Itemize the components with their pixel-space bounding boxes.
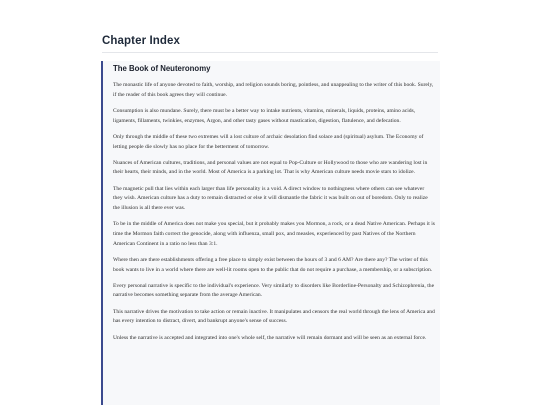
paragraph: Only through the middle of these two extremes will a lost culture of archaic desolation find solace and (spiritual) asylum. The Economy of letting people die slowly has no place for the betterment of tomorrow.	[113, 133, 424, 150]
heading-divider	[102, 52, 438, 53]
paragraph: Consumption is also mundane. Surely, there must be a better way to intake nutrients, vitamins, minerals, liquids, proteins, amino acids, ligaments, fillaments, twinkies, enzymes, Argon, and other tasty gases without mastication, digestion, flatulence, and defecation.	[113, 107, 416, 124]
book-title: The Book of Neuteronomy	[113, 64, 211, 73]
chapter-index-heading: Chapter Index	[102, 35, 180, 47]
book-body	[113, 81, 435, 350]
paragraph: Nuances of American cultures, traditions, and personal values are not equal to Pop-Culture or Hollywood to those who are wandering lost in their hearts, their minds, and in the world. Most of America is a parking lot. That is why American culture needs movie stars to idolize.	[113, 159, 428, 176]
paragraph: Every personal narrative is specific to the individual's experience. Very similarly to disorders like Borderline-Personalty and Schizophrenia, the narrative becomes something separate from the average American.	[113, 282, 435, 299]
paragraph: Where then are there establishments offering a free place to simply exist between the hours of 3 and 6 AM? Are there any? The writer of this book wants to live in a world where there are well-lit rooms open to the public that do not require a purchase, a membership, or a subscription.	[113, 256, 433, 273]
paragraph: The monastic life of anyone devoted to faith, worship, and religion sounds boring, pointless, and unappealing to the writer of this book. Surely, if the reader of this book agrees they will continue.	[113, 82, 434, 98]
book-section	[101, 61, 440, 405]
paragraph: This narrative drives the motivation to take action or remain inactive. It manipulates and censors the real world through the lens of America and has every intention to distract, divert, and bankrupt anyone's sense of success.	[113, 308, 435, 325]
paragraph: To be in the middle of America does not make you special, but it probably makes you Mormon, a rock, or a dead Native American. Perhaps it is time the Mormon faith correct the genocide, along with influenza, small pox, and measles, experienced by past Natives of the Northern American Continent in a ratio no less than 3:1.	[113, 221, 435, 247]
paragraph: Unless the narrative is accepted and integrated into one's whole self, the narrative will remain dormant and will be seen as an external force.	[113, 334, 427, 341]
paragraph: The magnetic pull that lies within each larger than life personality is a void. A direct window to nothingness where others can see whatever they wish. American culture has a duty to remain distracted or else it will dismantle the fabric it was built on out of boredom. Only to realize the illusion is all there ever was.	[113, 185, 428, 212]
